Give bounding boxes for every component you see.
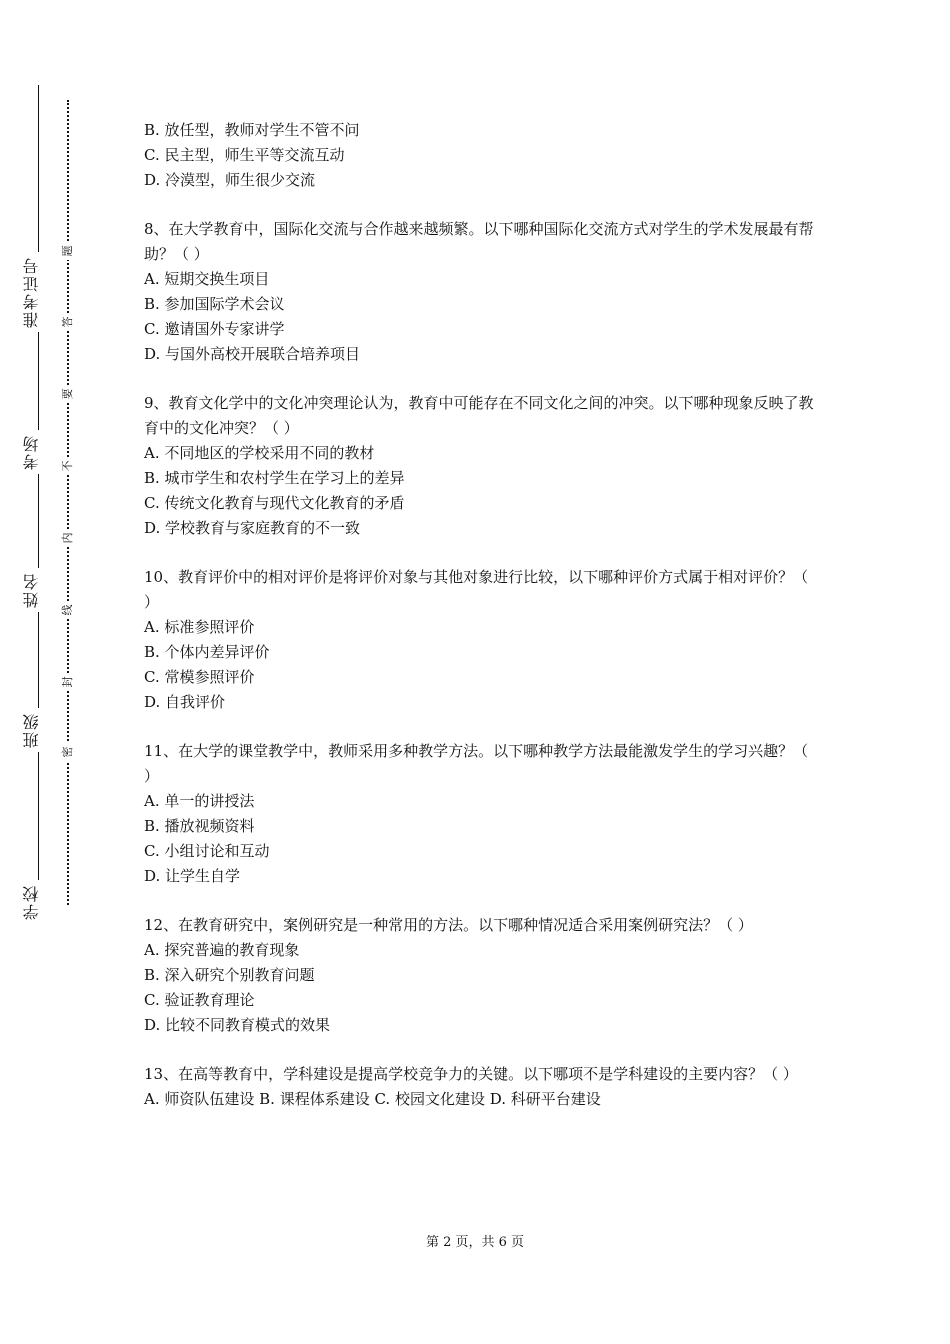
question-text: 13、在高等教育中，学科建设是提高学校竞争力的关键。以下哪项不是学科建设的主要内容？（ ） [144,1065,798,1083]
question-7-continued [144,118,819,193]
exam-room-label: 考场 [20,430,56,474]
option: A. 短期交换生项目 [144,270,270,288]
question-text: 11、在大学的课堂教学中，教师采用多种教学方法。以下哪种教学方法最能激发学生的学习兴趣？（ ） [144,742,809,785]
option: D. 学校教育与家庭教育的不一致 [144,519,361,537]
seal-char: 线 [60,601,76,619]
school-label: 学校 [20,880,56,924]
name-label: 姓名 [20,568,56,612]
option: B. 深入研究个别教育问题 [144,966,315,984]
option: A. 标准参照评价 [144,618,255,636]
option: C. 常模参照评价 [144,668,255,686]
seal-char: 答 [60,313,76,331]
question-12 [144,913,819,1038]
option: C. 小组讨论和互动 [144,842,270,860]
question-13 [144,1062,819,1112]
seal-char: 不 [60,457,76,475]
class-label: 班级 [20,708,56,752]
option: B. 参加国际学术会议 [144,295,285,313]
option: B. 个体内差异评价 [144,643,270,661]
exam-id-label: 准考证号 [20,252,56,332]
question-8 [144,217,819,367]
option: D. 让学生自学 [144,867,241,885]
seal-char: 要 [60,385,76,403]
page-footer: 第 2 页，共 6 页 [425,1235,525,1250]
option: D. 冷漠型，师生很少交流 [144,171,316,189]
question-text: 10、教育评价中的相对评价是将评价对象与其他对象进行比较，以下哪种评价方式属于相对评价？（ ） [144,568,809,611]
binding-dotted-line [67,100,69,905]
question-list [144,118,819,1112]
option: C. 验证教育理论 [144,991,255,1009]
option: B. 播放视频资料 [144,817,255,835]
option: D. 与国外高校开展联合培养项目 [144,345,361,363]
option: A. 单一的讲授法 [144,792,255,810]
option: A. 不同地区的学校采用不同的教材 [144,444,375,462]
seal-char: 密 [60,743,76,761]
question-10 [144,565,819,715]
option: C. 传统文化教育与现代文化教育的矛盾 [144,494,405,512]
option: B. 放任型，教师对学生不管不问 [144,121,360,139]
binding-solid-line [38,85,39,905]
question-9 [144,391,819,541]
option: A. 探究普遍的教育现象 [144,941,300,959]
option: C. 民主型，师生平等交流互动 [144,146,345,164]
question-text: 12、在教育研究中，案例研究是一种常用的方法。以下哪种情况适合采用案例研究法？（ ） [144,916,753,934]
seal-char: 封 [60,673,76,691]
seal-char: 内 [60,529,76,547]
seal-char: 题 [60,242,76,260]
question-text: 8、在大学教育中，国际化交流与合作越来越频繁。以下哪种国际化交流方式对学生的学术发展最有帮助？（ ） [144,220,814,263]
binding-strip [0,0,110,1344]
option: A. 师资队伍建设 B. 课程体系建设 C. 校园文化建设 D. 科研平台建设 [144,1090,601,1108]
question-text: 9、教育文化学中的文化冲突理论认为，教育中可能存在不同文化之间的冲突。以下哪种现象反映了教育中的文化冲突？（ ） [144,394,814,437]
option: D. 自我评价 [144,693,226,711]
option: B. 城市学生和农村学生在学习上的差异 [144,469,405,487]
option: D. 比较不同教育模式的效果 [144,1016,331,1034]
question-11 [144,739,819,889]
option: C. 邀请国外专家讲学 [144,320,285,338]
